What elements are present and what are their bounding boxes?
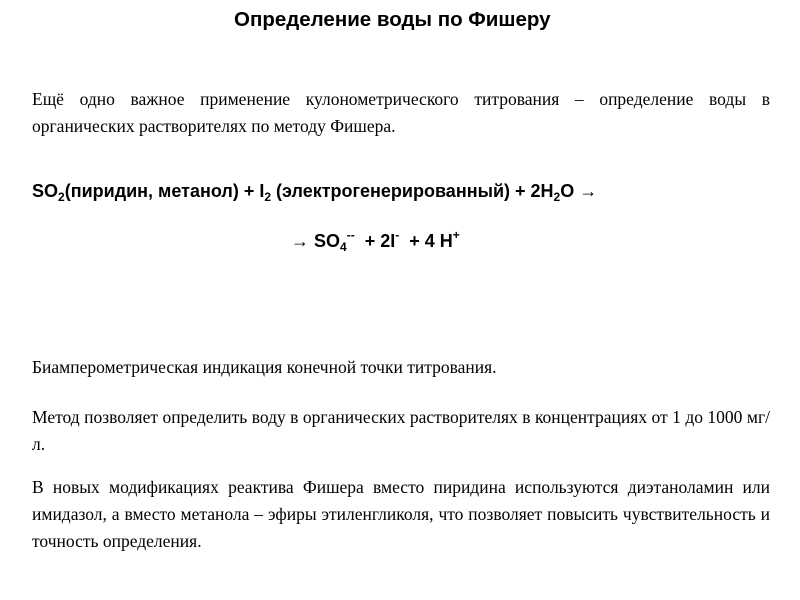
eq1-part: SO: [32, 181, 59, 201]
eq1-part: (электрогенерированный) + 2H: [271, 181, 554, 201]
reaction-equation-line-2: [291, 228, 460, 254]
eq2-part: → SO: [291, 231, 341, 251]
intro-paragraph: Ещё одно важное применение кулонометрического титрования – определение воды в органических растворителях по методу Фишера.: [32, 89, 770, 136]
eq2-part: + 4 H: [399, 231, 453, 251]
eq1-part: (пиридин, метанол) + I: [64, 181, 265, 201]
method-paragraph: Метод позволяет определить воду в органических растворителях в концентрациях от 1 до 1000 мг/л.: [32, 407, 770, 454]
eq2-subscript: 4: [340, 240, 347, 254]
reaction-equation-line-1: [32, 181, 597, 202]
indication-paragraph: Биамперометрическая индикация конечной точки титрования.: [32, 357, 497, 377]
eq1-subscript: 2: [264, 190, 272, 204]
eq2-part: + 2I: [354, 231, 396, 251]
eq1-part: O →: [560, 181, 598, 201]
modifications-paragraph: В новых модификациях реактива Фишера вместо пиридина используются диэтаноламин или имидазол, а вместо метанола – эфиры этиленгликоля, что позволяет повысить чувствительность и точность определения.: [32, 477, 770, 551]
eq2-superscript: -: [395, 228, 400, 242]
eq1-subscript: 2: [553, 190, 561, 204]
eq2-superscript: +: [452, 228, 460, 242]
eq1-subscript: 2: [58, 190, 65, 204]
eq2-superscript: --: [346, 228, 355, 242]
slide-title: Определение воды по Фишеру: [234, 8, 551, 31]
